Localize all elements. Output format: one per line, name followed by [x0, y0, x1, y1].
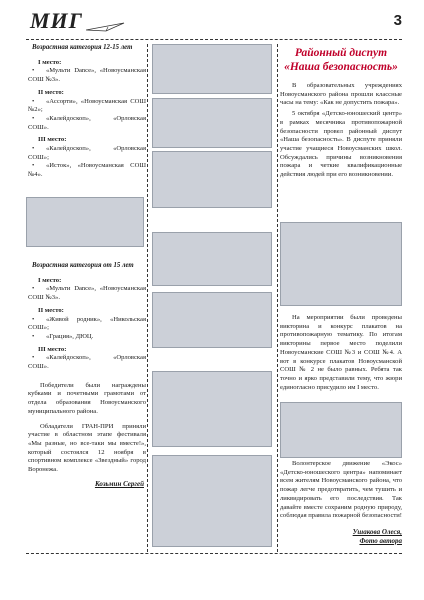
left-column — [28, 44, 146, 554]
result-entry: • «Калейдоскоп», «Орловская СОШ». — [28, 114, 146, 131]
place-label: II место: — [38, 306, 64, 314]
category-heading: Возрастная категория 12-15 лет — [32, 44, 133, 51]
photo-safety-debate — [280, 222, 402, 306]
result-entry: • «Мульти Dance», «Новоусманская СОШ №3». — [28, 67, 146, 84]
right-column — [280, 44, 402, 554]
column-divider-left — [147, 44, 148, 552]
result-entry: • «Мульти Dance», «Новоусманская СОШ №3». — [28, 285, 146, 302]
result-entry: • «Живой родник», «Никольская СОШ»; — [28, 315, 146, 332]
photo-dancers-gym — [26, 197, 144, 247]
article-paragraph: На мероприятии были проведены викторина и конкурс плакатов на противопожарную тематику. По итогам викторины первое место поделили Новоусманские СОШ №3 и СОШ №4. А вот в конкурсе плакатов Новоусманской СОШ № 2 не было равных. Ребята так точно и ярко представили тему, что жюри единогласно присудило им I место. — [280, 314, 402, 391]
photo-dancers-pink — [152, 292, 272, 348]
category-heading: Возрастная категория от 15 лет — [32, 262, 134, 269]
result-entry: • «Калейдоскоп», «Орловская СОШ»; — [28, 145, 146, 161]
photo-dance-group-1 — [152, 98, 272, 148]
photo-winners-diplomas — [152, 455, 272, 547]
author-signature: Козьмин Сергей — [94, 480, 144, 488]
newspaper-logo: МИГ — [30, 8, 83, 33]
paper-plane-icon — [86, 22, 126, 32]
photo-volunteers — [280, 402, 402, 458]
page-number: 3 — [393, 12, 402, 29]
photo-dance-group-2 — [152, 151, 272, 208]
awards-paragraph: Победители были награждены кубками и почетными грамотами от отдела образования Новоусманского муниципального района. — [28, 381, 146, 415]
result-entry: • «Калейдоскоп», «Орловская СОШ». — [28, 354, 146, 371]
article-paragraph: В образовательных учреждениях Новоусманского района прошли классные часы на тему: «Как не допустить пожара». — [280, 82, 402, 107]
top-divider — [26, 39, 402, 40]
page-header — [0, 0, 424, 42]
article-paragraph: 5 октября «Детско-юношеский центр» в рамках месячника противопожарной безопасности провел районный диспут «Наша безопасность». В диспуте приняли участие учащиеся Новоусманских школ. Обсуждались причины возникновения пожара и четкие квалификационные действия людей при его возникновении. — [280, 110, 402, 179]
result-entry: • «Исток», «Новоусманская СОШ №4». — [28, 162, 146, 179]
place-label: II место: — [38, 88, 64, 96]
result-entry: • «Ассорти», «Новоусманская СОШ №2»; — [28, 97, 146, 114]
place-label: I место: — [38, 276, 62, 284]
place-label: I место: — [38, 58, 62, 66]
photo-dance-performance — [152, 232, 272, 286]
article-paragraph: Волонтерское движение «Экос» «Детско-юношеского центра» напоминает всем жителям Новоусманского района, что пожар легче предотвратить, чем тушить и ликвидировать его последствия. Так давайте вместе сохраним родную природу, соблюдая правила пожарной безопасности! — [280, 460, 403, 520]
column-divider-right — [277, 44, 278, 552]
grand-prix-paragraph: Обладатели ГРАН-ПРИ приняли участие в областном этапе фестиваля «Мы разные, но все-таки мы вместе!», который состоялся 12 ноября в спортивном комплексе «Звездный» город Воронежа. — [28, 422, 146, 474]
result-entry: • «Грация», ДЮЦ. — [32, 332, 94, 340]
place-label: III место: — [38, 345, 67, 353]
category-results — [28, 59, 146, 180]
article-title: Районный диспут «Наша безопасность» — [284, 47, 398, 73]
photo-award-group — [152, 371, 272, 447]
photo-dancers-stage — [152, 44, 272, 94]
author-signature: Ушакова Олеся, Фото автора — [352, 528, 402, 545]
place-label: III место: — [38, 136, 67, 144]
category-results-2 — [28, 262, 146, 475]
